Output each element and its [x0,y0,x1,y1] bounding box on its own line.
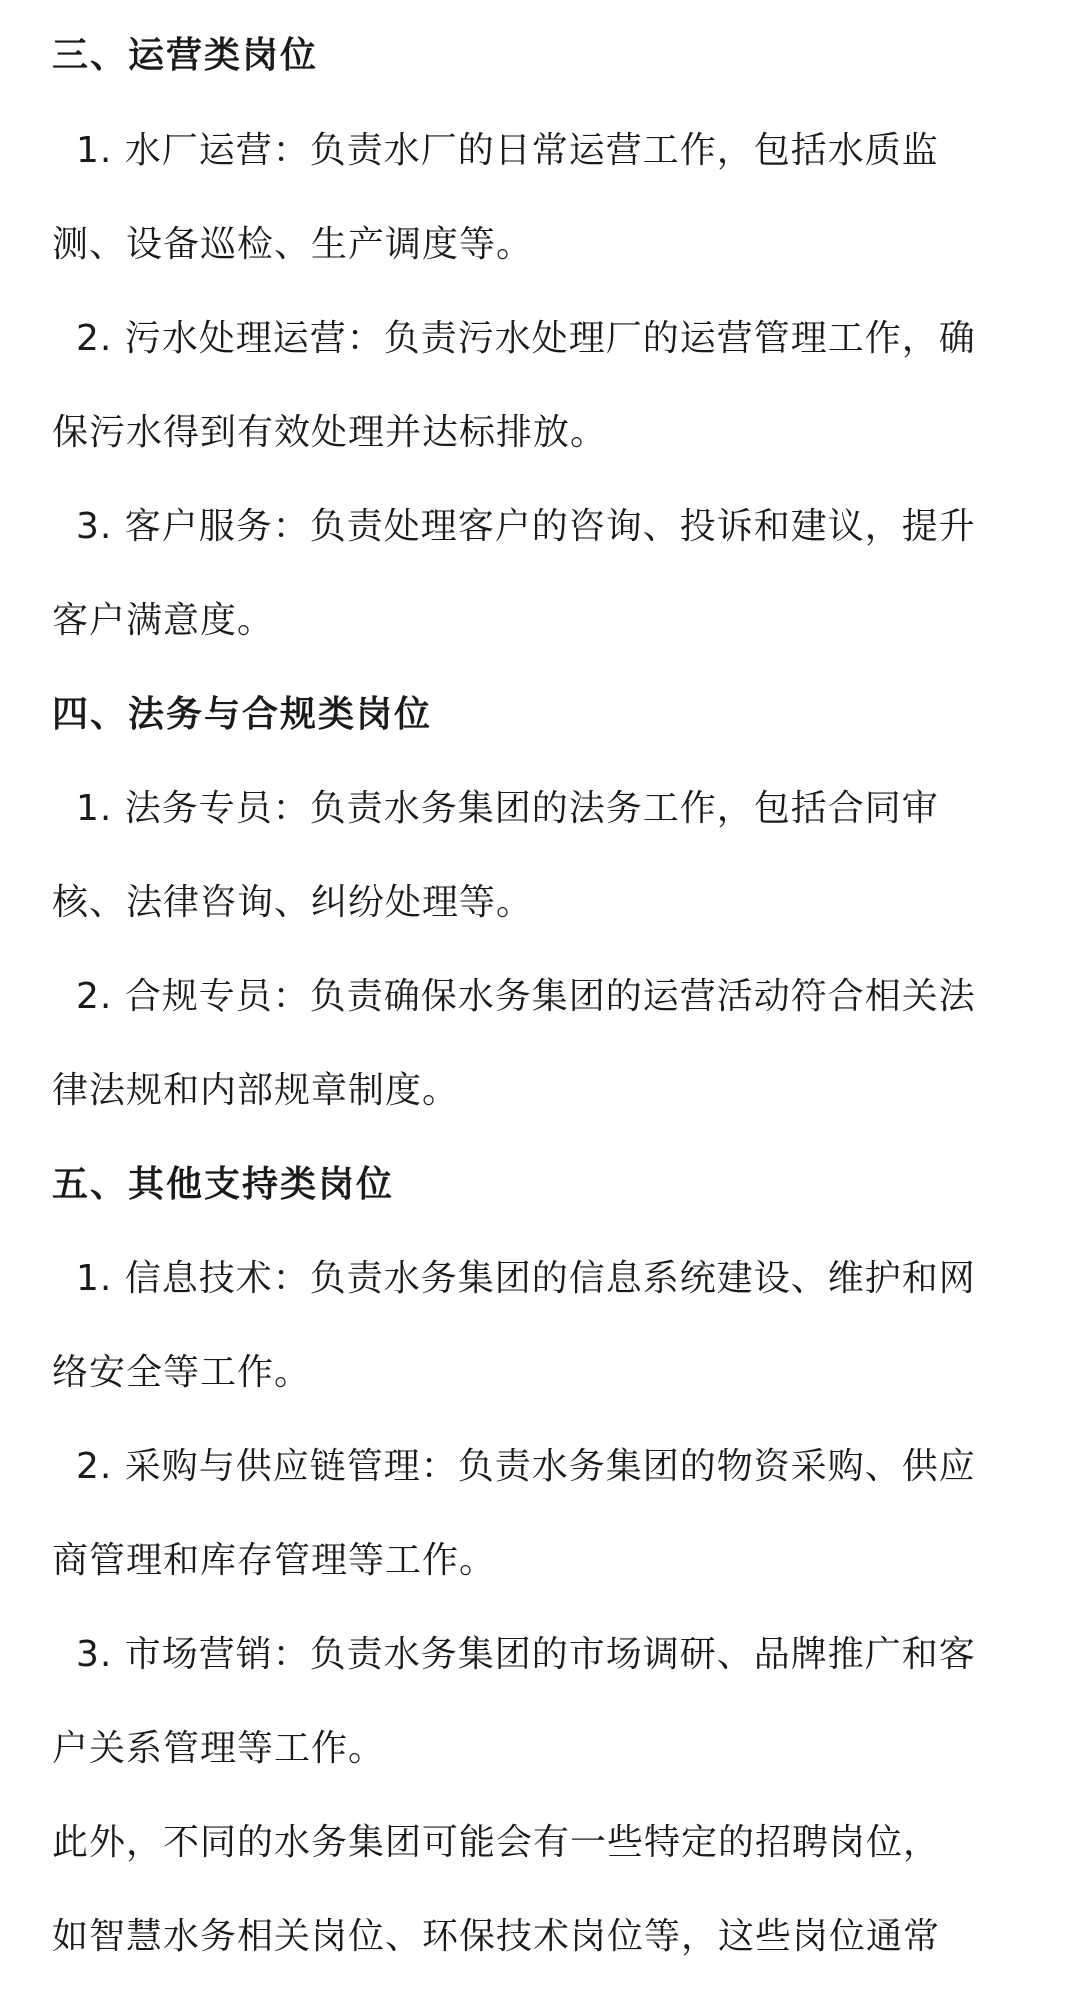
closing-paragraph-line: 此外，不同的水务集团可能会有一些特定的招聘岗位， [52,1822,941,1863]
list-item-line: 客户满意度。 [52,600,275,641]
section-heading-legal: 四、法务与合规类岗位 [52,694,433,735]
list-item-line: 1. 水厂运营：负责水厂的日常运营工作，包括水质监 [76,130,939,171]
list-item-line: 户关系管理等工作。 [52,1728,386,1769]
list-item-line: 3. 市场营销：负责水务集团的市场调研、品牌推广和客 [76,1634,976,1675]
section-heading-operations: 三、运营类岗位 [52,35,319,76]
list-item-line: 2. 污水处理运营：负责污水处理厂的运营管理工作，确 [76,318,976,359]
list-item-line: 络安全等工作。 [52,1352,312,1393]
section-heading-support: 五、其他支持类岗位 [52,1164,395,1205]
list-item-line: 律法规和内部规章制度。 [52,1070,460,1111]
list-item-line: 测、设备巡检、生产调度等。 [52,224,534,265]
list-item-line: 1. 法务专员：负责水务集团的法务工作，包括合同审 [76,788,939,829]
list-item-line: 商管理和库存管理等工作。 [52,1540,497,1581]
closing-paragraph-line: 如智慧水务相关岗位、环保技术岗位等，这些岗位通常 [52,1916,941,1957]
list-item-line: 1. 信息技术：负责水务集团的信息系统建设、维护和网 [76,1258,976,1299]
list-item-line: 核、法律咨询、纠纷处理等。 [52,882,534,923]
list-item-line: 保污水得到有效处理并达标排放。 [52,412,608,453]
list-item-line: 2. 采购与供应链管理：负责水务集团的物资采购、供应 [76,1446,976,1487]
list-item-line: 3. 客户服务：负责处理客户的咨询、投诉和建议，提升 [76,506,976,547]
list-item-line: 2. 合规专员：负责确保水务集团的运营活动符合相关法 [76,976,976,1017]
